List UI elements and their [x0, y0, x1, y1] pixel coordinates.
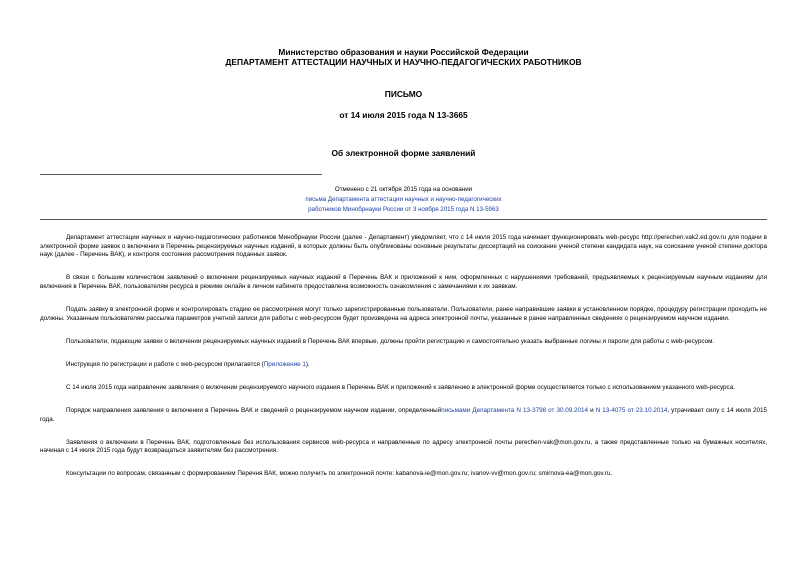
paragraph-5-tail: ). [305, 360, 310, 368]
department-heading: ДЕПАРТАМЕНТ АТТЕСТАЦИИ НАУЧНЫХ И НАУЧНО-ПЕДАГОГИЧЕСКИХ РАБОТНИКОВ [225, 57, 582, 67]
cancellation-notice-link-line1[interactable]: письма Департамента аттестации научных и научно-педагогических [305, 196, 502, 203]
ministry-heading: Министерство образования и науки Российской Федерации [278, 47, 529, 57]
document-subject: Об электронной форме заявлений [331, 148, 476, 158]
letter-13-3798-link[interactable]: письмами Департамента N 13-3798 от 30.09.2014 [441, 406, 589, 414]
paragraph-3: Подать заявку в электронной форме и контролировать стадию ее рассмотрения могут только зарегистрированные пользователи. Пользователи, ранее направившие заявки в установленном порядке, процедуру регистрации проходить не должны. Указанным пользователям рассылка параметров учетной записи для работы с web-ресурсом будет произведена на адреса электронной почты, указанные в ранее направленных сведениях о рецензируемом научном издании. [40, 305, 767, 322]
paragraph-7-tail: , утрачивает силу с 14 июля 2015 года. [40, 406, 767, 423]
paragraph-7-conjunction: и [588, 406, 596, 414]
paragraph-7 [40, 407, 767, 424]
cancellation-notice-line1: Отменено с 21 октября 2015 года на основании [334, 186, 473, 193]
document-body [40, 234, 767, 493]
appendix-1-link[interactable]: Приложение 1 [263, 360, 306, 368]
paragraph-2: В связи с большим количеством заявлений о включении рецензируемых научных изданий в Перечень ВАК и приложений к ним, оформленных с нарушениями требований, предъявляемых к рецензируемым научным изданиям для включения в Перечень ВАК, пользователям ресурса в режиме онлайн в личном кабинете предоставлена возможность ознакомления с замечаниями к их заявкам. [40, 274, 767, 290]
paragraph-1: Департамент аттестации научных и научно-педагогических работников Минобрнауки России (далее - Департамент) уведомляет, что с 14 июля 2015 года начинает функционировать web-ресурс http://perechen.vak2.ed.gov.ru для подачи в электронной форме заявок о включении в Перечень рецензируемых научных изданий, в которых должны быть опубликованы основные результаты диссертаций на соискание ученой степени кандидата наук, на соискание ученой степени доктора наук (далее - Перечень ВАК), и контроля состояния рассмотрения поданных заявок. [40, 234, 767, 259]
letter-13-4075-link[interactable]: N 13-4075 от 23.10.2014 [595, 406, 668, 414]
paragraph-5-text: Инструкция по регистрации и работе с web-ресурсом прилагается ( [66, 360, 264, 368]
cancellation-notice-link-line2[interactable]: работников Минобрнауки России от 3 ноября 2015 года N 13-5963 [308, 206, 499, 213]
divider-full [40, 219, 767, 220]
paragraph-5 [40, 361, 767, 370]
document-date-number: от 14 июля 2015 года N 13-3665 [339, 110, 468, 120]
paragraph-6: С 14 июля 2015 года направление заявления о включении рецензируемого научного издания в Перечень ВАК и приложений к заявлению в электронной форме осуществляется только с использованием указанного web-ресурса. [66, 383, 735, 391]
paragraph-8: Заявления о включении в Перечень ВАК, подготовленные без использования сервисов web-ресурса и направленные по адресу электронной почты perechen-vak@mon.gov.ru, а также представленные только на бумажных носителях, начиная с 14 июля 2015 года будут возвращаться заявителям без рассмотрения. [40, 438, 767, 455]
divider-short [40, 174, 322, 175]
paragraph-4: Пользователи, подающие заявки о включении рецензируемых научных изданий в Перечень ВАК впервые, должны пройти регистрацию и самостоятельно указать выбранные логины и пароли для работы с web-ресурсом. [66, 337, 715, 345]
paragraph-7-text: Порядок направления заявления о включении в Перечень ВАК и сведений о рецензируемом научном издании, определенный [66, 406, 442, 414]
document-type: ПИСЬМО [384, 89, 423, 99]
paragraph-9: Консультации по вопросам, связанным с формированием Перечня ВАК, можно получить по электронной почте: kabanova-ie@mon.gov.ru; ivanov-vv@mon.gov.ru; smirnova-ea@mon.gov.ru. [66, 470, 613, 478]
